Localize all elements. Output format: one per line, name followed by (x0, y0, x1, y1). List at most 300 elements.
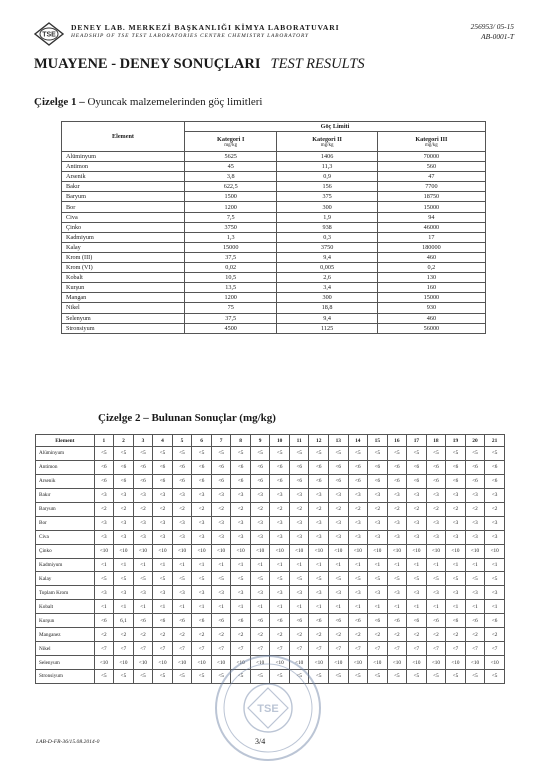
table2-value-cell: <3 (446, 488, 466, 502)
table2-value-cell: <6 (153, 474, 173, 488)
table1-value-cell: 3750 (277, 242, 377, 252)
table2-value-cell: <5 (368, 572, 388, 586)
table1-value-cell: 1200 (184, 202, 276, 212)
table2-value-cell: <3 (348, 488, 368, 502)
table2-value-cell: <3 (114, 530, 134, 544)
table1-value-cell: 0,005 (277, 263, 377, 273)
table2-element-cell: Kurşun (36, 614, 95, 628)
table2-value-cell: <5 (231, 447, 251, 461)
table2-value-cell: <2 (231, 628, 251, 642)
table2-value-cell: <5 (407, 447, 427, 461)
table2-value-cell: <3 (329, 530, 349, 544)
table2-value-cell: <6 (407, 474, 427, 488)
table1-element-cell: Kobalt (62, 273, 185, 283)
table2-value-cell: <5 (387, 670, 407, 684)
table2-row (36, 544, 505, 558)
table2-value-cell: <1 (465, 600, 485, 614)
table2-value-cell: <6 (133, 474, 153, 488)
table1-element-cell: Kalay (62, 242, 185, 252)
lab-name: DENEY LAB. MERKEZİ BAŞKANLIĞI KİMYA LABORATUVARI (71, 23, 340, 32)
table2-value-cell: <1 (348, 558, 368, 572)
tse-logo (34, 22, 64, 46)
table1-category-unit: mg/kg (425, 142, 438, 148)
table1-value-cell: 18750 (377, 192, 485, 202)
table2-value-cell: <6 (485, 474, 505, 488)
table2-value-cell: <5 (348, 447, 368, 461)
table2-row (36, 488, 505, 502)
table2-value-cell: <10 (250, 544, 270, 558)
table2-value-cell: <2 (485, 628, 505, 642)
table2-value-cell: <3 (368, 530, 388, 544)
table2-row (36, 628, 505, 642)
table2-value-cell: <5 (211, 670, 231, 684)
table2-value-cell: <5 (289, 670, 309, 684)
table2-value-cell: <1 (407, 558, 427, 572)
table2-value-cell: <3 (94, 516, 114, 530)
table2-value-cell: <1 (329, 558, 349, 572)
table2-value-cell: <7 (407, 642, 427, 656)
table2-value-cell: <2 (153, 502, 173, 516)
table1-value-cell: 0,2 (377, 263, 485, 273)
table2-value-cell: <1 (133, 600, 153, 614)
table2-value-cell: <3 (426, 586, 446, 600)
table2-value-cell: <3 (348, 530, 368, 544)
table2-value-cell: <6 (309, 474, 329, 488)
table2-value-cell: <3 (368, 488, 388, 502)
table2-value-cell: <7 (250, 642, 270, 656)
table1-element-cell: Arsenik (62, 172, 185, 182)
table2-value-cell: <6 (407, 614, 427, 628)
table2-value-cell: <3 (270, 516, 290, 530)
title-en: TEST RESULTS (270, 56, 365, 72)
table1-value-cell: 156 (277, 182, 377, 192)
table1-element-cell: Antimon (62, 162, 185, 172)
table2-value-cell: <5 (446, 447, 466, 461)
table1-caption-text: Oyuncak malzemelerinden göç limitleri (84, 96, 263, 108)
table1-value-cell: 130 (377, 273, 485, 283)
table2-value-cell: <7 (289, 642, 309, 656)
table2-value-cell: <3 (231, 586, 251, 600)
table2-value-cell: <1 (211, 558, 231, 572)
table2-value-cell: <6 (465, 460, 485, 474)
table2-value-cell: <3 (368, 586, 388, 600)
table2-caption: Çizelge 2 – Bulunan Sonuçlar (mg/kg) (98, 412, 276, 424)
table2-value-cell: <5 (329, 572, 349, 586)
table2-value-cell: <6 (289, 614, 309, 628)
table2-value-cell: <3 (348, 586, 368, 600)
table1-category-header (377, 132, 485, 152)
table2-value-cell: <6 (231, 614, 251, 628)
table2-value-cell: <3 (289, 488, 309, 502)
table2-value-cell: <10 (446, 544, 466, 558)
table2-value-cell: <5 (172, 572, 192, 586)
table2-value-cell: <1 (309, 600, 329, 614)
table2-value-cell: <2 (114, 502, 134, 516)
table1-value-cell: 560 (377, 162, 485, 172)
table1-element-cell: Çinko (62, 222, 185, 232)
table2-value-cell: <6 (446, 474, 466, 488)
table2-value-cell: <10 (407, 656, 427, 670)
table1-row (62, 162, 486, 172)
report-header (34, 20, 514, 50)
table1-value-cell: 0,02 (184, 263, 276, 273)
table2-value-cell: <2 (192, 628, 212, 642)
table2-value-cell: <6 (192, 460, 212, 474)
table2-element-cell: Toplam Krom (36, 586, 95, 600)
table2-value-cell: <6 (133, 614, 153, 628)
table2-value-cell: <5 (114, 447, 134, 461)
table2-value-cell: <6 (211, 474, 231, 488)
table2-sample-header: 20 (465, 435, 485, 447)
table1-value-cell: 930 (377, 303, 485, 313)
table2-value-cell: <6 (348, 460, 368, 474)
table2-value-cell: <3 (329, 488, 349, 502)
table2-value-cell: <10 (426, 656, 446, 670)
table1-value-cell: 37,5 (184, 252, 276, 262)
table2-value-cell: <2 (446, 628, 466, 642)
table2-value-cell: <6 (485, 460, 505, 474)
table2-row (36, 558, 505, 572)
table2-value-cell: <3 (309, 586, 329, 600)
table2-value-cell: <2 (348, 628, 368, 642)
table1-row (62, 222, 486, 232)
table2-value-cell: <6 (426, 460, 446, 474)
table2-value-cell: <7 (231, 642, 251, 656)
table2-value-cell: <2 (309, 502, 329, 516)
table2-value-cell: <3 (329, 586, 349, 600)
table2-sample-header: 8 (231, 435, 251, 447)
table2-sample-header: 19 (446, 435, 466, 447)
table2-value-cell: <1 (94, 600, 114, 614)
table2-value-cell: <6 (211, 460, 231, 474)
table2-value-cell: <3 (133, 586, 153, 600)
table1-element-cell: Krom (VI) (62, 263, 185, 273)
table1-element-cell: Selenyum (62, 313, 185, 323)
table2-value-cell: <10 (387, 544, 407, 558)
table2-value-cell: <10 (368, 656, 388, 670)
table2-value-cell: <3 (133, 530, 153, 544)
table2-value-cell: <5 (114, 572, 134, 586)
table2-value-cell: <5 (348, 670, 368, 684)
table2-value-cell: <5 (309, 670, 329, 684)
table2-value-cell: <3 (270, 488, 290, 502)
table2-value-cell: <6 (94, 474, 114, 488)
table2-value-cell: <5 (231, 670, 251, 684)
table2-value-cell: <3 (153, 488, 173, 502)
table2-value-cell: <1 (153, 558, 173, 572)
table2-value-cell: <6 (309, 460, 329, 474)
table2-value-cell: <1 (368, 600, 388, 614)
table2-sample-header: 12 (309, 435, 329, 447)
table2-element-cell: Bor (36, 516, 95, 530)
table1-value-cell: 9,4 (277, 313, 377, 323)
table1-row (62, 273, 486, 283)
table2-value-cell: <2 (133, 502, 153, 516)
table2-value-cell: <3 (407, 586, 427, 600)
table2-value-cell: <10 (153, 656, 173, 670)
table2-row (36, 474, 505, 488)
table1-element-header: Element (62, 122, 185, 152)
table2-value-cell: <5 (485, 572, 505, 586)
table2-row (36, 614, 505, 628)
table2-value-cell: <1 (94, 558, 114, 572)
table2-value-cell: <3 (387, 488, 407, 502)
table2-body (36, 447, 505, 684)
table2-value-cell: <3 (485, 516, 505, 530)
table2-value-cell: <3 (446, 516, 466, 530)
table2-value-cell: <3 (407, 530, 427, 544)
table2-element-cell: Baryum (36, 502, 95, 516)
table2-value-cell: <5 (309, 447, 329, 461)
table2-value-cell: <10 (94, 656, 114, 670)
table2-value-cell: <3 (485, 488, 505, 502)
table1-value-cell: 70000 (377, 152, 485, 162)
table2-value-cell: <1 (270, 558, 290, 572)
table2-element-cell: Stronsiyum (36, 670, 95, 684)
table2-value-cell: <1 (426, 600, 446, 614)
table2-value-cell: <6 (348, 614, 368, 628)
table2-value-cell: <6 (329, 460, 349, 474)
table2-value-cell: <2 (368, 628, 388, 642)
table1-element-cell: Kurşun (62, 283, 185, 293)
table1-element-cell: Bakır (62, 182, 185, 192)
table2-value-cell: <5 (231, 572, 251, 586)
table2-value-cell: <6 (329, 474, 349, 488)
table2-value-cell: <3 (465, 530, 485, 544)
table1-row (62, 232, 486, 242)
table2-value-cell: <3 (446, 586, 466, 600)
table2-value-cell: <10 (94, 544, 114, 558)
table2-value-cell: <10 (446, 656, 466, 670)
table2-value-cell: <5 (250, 447, 270, 461)
table1-row (62, 293, 486, 303)
table2-sample-header: 11 (289, 435, 309, 447)
table1-value-cell: 460 (377, 313, 485, 323)
table2-value-cell: <6 (231, 474, 251, 488)
table1-value-cell: 300 (277, 293, 377, 303)
table1-row (62, 242, 486, 252)
table2-value-cell: <10 (153, 544, 173, 558)
table2-value-cell: <2 (133, 628, 153, 642)
report-number: 256953/ 05-15 (470, 22, 514, 31)
table2-value-cell: <2 (329, 502, 349, 516)
table1-category-name: Kategori II (312, 135, 342, 143)
table1-group-header-row (62, 122, 486, 132)
report-code: AB-0001-T (481, 32, 514, 41)
table2-value-cell: <6 (94, 460, 114, 474)
table2-value-cell: <5 (133, 670, 153, 684)
table2-value-cell: <6 (270, 614, 290, 628)
table2-value-cell: <6 (192, 614, 212, 628)
table2-value-cell: <1 (250, 600, 270, 614)
table2-value-cell: <5 (153, 447, 173, 461)
table2-value-cell: <5 (289, 447, 309, 461)
table2-value-cell: <10 (270, 656, 290, 670)
table2-value-cell: <3 (192, 488, 212, 502)
table2-value-cell: <5 (270, 670, 290, 684)
table2-value-cell: <3 (485, 530, 505, 544)
table1-value-cell: 46000 (377, 222, 485, 232)
table2-value-cell: <10 (192, 656, 212, 670)
table2-value-cell: <6 (231, 460, 251, 474)
table2-value-cell: <6 (172, 474, 192, 488)
table2-value-cell: <6 (270, 460, 290, 474)
table2-sample-header: 18 (426, 435, 446, 447)
table2-element-cell: Arsenik (36, 474, 95, 488)
table1-caption (34, 96, 262, 108)
table2-row (36, 502, 505, 516)
table2-value-cell: <1 (114, 558, 134, 572)
table2-value-cell: <1 (192, 600, 212, 614)
table2-value-cell: <3 (348, 516, 368, 530)
table2-value-cell: <10 (465, 656, 485, 670)
table1-value-cell: 622,5 (184, 182, 276, 192)
table2-row (36, 516, 505, 530)
table1-value-cell: 1200 (184, 293, 276, 303)
table2-value-cell: <6 (94, 614, 114, 628)
table2-value-cell: 6,1 (114, 614, 134, 628)
table2-value-cell: <1 (153, 600, 173, 614)
table2-value-cell: <7 (465, 642, 485, 656)
table2-value-cell: <2 (211, 502, 231, 516)
table1-row (62, 202, 486, 212)
table2-sample-header: 7 (211, 435, 231, 447)
table1-element-cell: Kadmiyum (62, 232, 185, 242)
table2-value-cell: <5 (485, 447, 505, 461)
table2-element-cell: Çinko (36, 544, 95, 558)
table1-row (62, 212, 486, 222)
table2-value-cell: <6 (250, 460, 270, 474)
table1-element-cell: Nikel (62, 303, 185, 313)
table2-value-cell: <5 (192, 572, 212, 586)
table2-value-cell: <1 (231, 600, 251, 614)
table2-value-cell: <3 (309, 530, 329, 544)
svg-text:TSE: TSE (257, 703, 279, 715)
table1-value-cell: 56000 (377, 323, 485, 333)
table2-value-cell: <10 (231, 544, 251, 558)
table2-element-header: Element (36, 435, 95, 447)
table2-value-cell: <3 (426, 488, 446, 502)
table2-value-cell: <7 (153, 642, 173, 656)
table2-value-cell: <5 (211, 572, 231, 586)
table1-value-cell: 15000 (377, 293, 485, 303)
table2-value-cell: <5 (153, 572, 173, 586)
table2-value-cell: <5 (192, 670, 212, 684)
table1-element-cell: Mangan (62, 293, 185, 303)
table2-value-cell: <1 (329, 600, 349, 614)
table2-value-cell: <2 (407, 628, 427, 642)
table2-value-cell: <1 (465, 558, 485, 572)
table2-value-cell: <1 (485, 600, 505, 614)
table2-value-cell: <3 (192, 516, 212, 530)
page-number: 3/4 (255, 737, 266, 746)
table1-element-cell: Bor (62, 202, 185, 212)
migration-limits-table (61, 121, 486, 334)
table2-value-cell: <3 (153, 530, 173, 544)
table2-value-cell: <5 (309, 572, 329, 586)
table2-value-cell: <2 (387, 628, 407, 642)
table2-value-cell: <7 (329, 642, 349, 656)
table1-category-name: Kategori I (217, 135, 245, 143)
table2-value-cell: <7 (426, 642, 446, 656)
table2-value-cell: <6 (133, 460, 153, 474)
table2-value-cell: <5 (485, 670, 505, 684)
table2-value-cell: <5 (94, 670, 114, 684)
table2-value-cell: <2 (211, 628, 231, 642)
table2-value-cell: <10 (172, 544, 192, 558)
table2-value-cell: <2 (368, 502, 388, 516)
table1-row (62, 192, 486, 202)
table2-value-cell: <3 (153, 586, 173, 600)
table2-row (36, 530, 505, 544)
table2-value-cell: <2 (289, 628, 309, 642)
table2-value-cell: <3 (211, 488, 231, 502)
table2-value-cell: <3 (94, 586, 114, 600)
table2-element-cell: Bakır (36, 488, 95, 502)
table2-row (36, 447, 505, 461)
table2-value-cell: <7 (211, 642, 231, 656)
table2-value-cell: <10 (348, 656, 368, 670)
table2-value-cell: <10 (114, 656, 134, 670)
table2-value-cell: <6 (407, 460, 427, 474)
table2-value-cell: <5 (426, 447, 446, 461)
table2-value-cell: <10 (329, 544, 349, 558)
table2-value-cell: <2 (348, 502, 368, 516)
table2-value-cell: <1 (250, 558, 270, 572)
table2-value-cell: <2 (426, 628, 446, 642)
table2-value-cell: <7 (387, 642, 407, 656)
table2-value-cell: <2 (309, 628, 329, 642)
table2-value-cell: <3 (250, 530, 270, 544)
official-stamp (212, 652, 324, 764)
table2-value-cell: <5 (387, 572, 407, 586)
table2-sample-header: 9 (250, 435, 270, 447)
table2-value-cell: <3 (192, 530, 212, 544)
table1-value-cell: 1,9 (277, 212, 377, 222)
table2-value-cell: <3 (250, 488, 270, 502)
table2-value-cell: <3 (133, 488, 153, 502)
table2-value-cell: <2 (446, 502, 466, 516)
table2-value-cell: <5 (426, 670, 446, 684)
table2-value-cell: <3 (387, 530, 407, 544)
table2-value-cell: <6 (426, 474, 446, 488)
table2-value-cell: <10 (211, 544, 231, 558)
table2-value-cell: <7 (114, 642, 134, 656)
table2-value-cell: <3 (192, 586, 212, 600)
table1-value-cell: 7,5 (184, 212, 276, 222)
table2-value-cell: <5 (329, 670, 349, 684)
table2-value-cell: <1 (446, 558, 466, 572)
table2-value-cell: <1 (289, 600, 309, 614)
table2-value-cell: <3 (426, 530, 446, 544)
table2-element-cell: Civa (36, 530, 95, 544)
table2-value-cell: <10 (309, 544, 329, 558)
table2-value-cell: <10 (133, 656, 153, 670)
table2-value-cell: <5 (250, 670, 270, 684)
table2-value-cell: <3 (289, 586, 309, 600)
table2-value-cell: <5 (368, 447, 388, 461)
table2-value-cell: <6 (289, 460, 309, 474)
table2-value-cell: <3 (329, 516, 349, 530)
table2-value-cell: <1 (231, 558, 251, 572)
table1-value-cell: 160 (377, 283, 485, 293)
table2-sample-header: 5 (172, 435, 192, 447)
table2-value-cell: <2 (270, 628, 290, 642)
table2-value-cell: <1 (114, 600, 134, 614)
table2-value-cell: <3 (407, 516, 427, 530)
table2-element-cell: Nikel (36, 642, 95, 656)
table2-value-cell: <2 (465, 502, 485, 516)
